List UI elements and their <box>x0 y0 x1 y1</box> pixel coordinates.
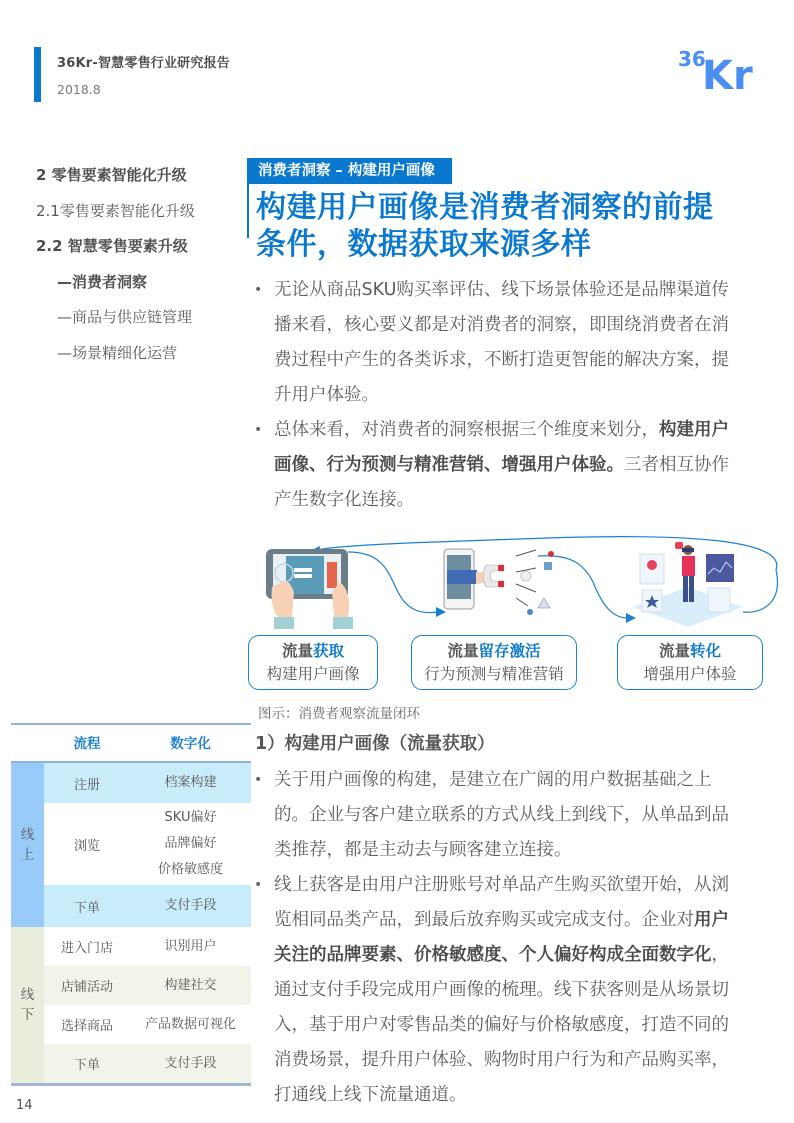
digitalization-table <box>11 723 251 1086</box>
page-title <box>256 189 756 263</box>
table-row: 浏览 SKU偏好 品牌偏好 价格敏感度 <box>73 810 223 877</box>
svg-text:36: 36 <box>678 47 706 71</box>
36kr-logo-icon <box>678 44 770 94</box>
header-digital: 数字化 <box>170 736 211 752</box>
intro-paragraph-2: • 总体来看，对消费者的洞察根据三个维度来划分，构建用户画像、行为预测与精准营销、增强用户体验。三者相互协作产生数字化连接。 <box>254 413 734 518</box>
table-header <box>11 725 251 763</box>
table-row: 选择商品 产品数据可视化 <box>60 1016 236 1034</box>
bullet-icon: • <box>254 877 263 893</box>
traffic-loop-diagram <box>248 532 794 692</box>
subsection-paragraph-2: • 线上获客是由用户注册账号对单品产生购买欲望开始，从浏览相同品类产品，到最后放弃购买或完成支付。企业对用户关注的品牌要素、价格敏感度、个人偏好构成全面数字化，通过支付手段完成用户画像的梳理。线下获客则是从场景切入，基于用户对零售品类的偏好与价格敏感度，打造不同的消费场景，提升用户体验、购物时用户行为和产品购买率，打通线上线下流量通道。 <box>254 868 734 1113</box>
toc-item[interactable]: —场景精细化运营 <box>57 343 178 362</box>
header-accent-bar <box>34 47 41 102</box>
table-group-offline <box>11 927 251 1083</box>
group-label-offline: 线 下 <box>11 927 44 1083</box>
group-label-online: 线 上 <box>11 763 44 927</box>
page-title-line2: 条件，数据获取来源多样 <box>256 227 592 262</box>
svg-text:Kr: Kr <box>702 53 753 94</box>
subsection-heading: 1）构建用户画像（流量获取） <box>255 734 495 754</box>
section-tag: 消费者洞察 – 构建用户画像 <box>248 158 452 184</box>
header-process: 流程 <box>73 736 101 752</box>
toc-item[interactable]: 2.1零售要素智能化升级 <box>36 201 195 220</box>
toc-item[interactable]: 2 零售要素智能化升级 <box>36 166 187 184</box>
bullet-icon: • <box>254 422 263 438</box>
table-row: 店铺活动 构建社交 <box>44 966 251 1005</box>
page-number: 14 <box>16 1098 33 1113</box>
toc-item-active[interactable]: —消费者洞察 <box>57 272 148 291</box>
diagram-caption: 图示：消费者观察流量闭环 <box>258 706 420 722</box>
table-of-contents <box>36 163 246 376</box>
stage-traffic-retention: 流量留存激活 行为预测与精准营销 <box>411 635 577 690</box>
page-title-line1: 构建用户画像是消费者洞察的前提 <box>256 190 714 225</box>
bullet-icon: • <box>254 282 263 298</box>
subsection-paragraph-1: • 关于用户画像的构建，是建立在广阔的用户数据基础之上的。企业与客户建立联系的方式从线上到线下，从单品到品类推荐，都是主动去与顾客建立连接。 <box>254 763 734 868</box>
toc-item[interactable]: —商品与供应链管理 <box>57 308 193 326</box>
bullet-icon: • <box>254 772 263 788</box>
phone-magnet-illustration <box>444 549 554 615</box>
table-row: 进入门店 识别用户 <box>60 938 217 956</box>
intro-paragraph-1: • 无论从商品SKU购买率评估、线下场景体验还是品牌渠道传播来看，核心要义都是对消费者的洞察，即围绕消费者在消费过程中产生的各类诉求，不断打造更智能的解决方案，提升用户体验。 <box>254 273 734 413</box>
table-group-online <box>11 763 251 927</box>
stage-traffic-acquisition: 流量获取 构建用户画像 <box>248 635 378 690</box>
vr-user-illustration <box>633 542 743 627</box>
flow-arrows <box>248 532 794 642</box>
table-row: 下单 支付手段 <box>44 885 251 927</box>
stage-traffic-conversion: 流量转化 增强用户体验 <box>617 635 763 690</box>
tablet-hands-illustration <box>266 549 353 629</box>
table-row: 下单 支付手段 <box>44 1044 251 1083</box>
report-date: 2018.8 <box>57 82 101 97</box>
report-title: 36Kr-智慧零售行业研究报告 <box>57 56 230 71</box>
table-row: 注册 档案构建 <box>44 763 251 803</box>
toc-item[interactable]: 2.2 智慧零售要素升级 <box>36 237 188 255</box>
